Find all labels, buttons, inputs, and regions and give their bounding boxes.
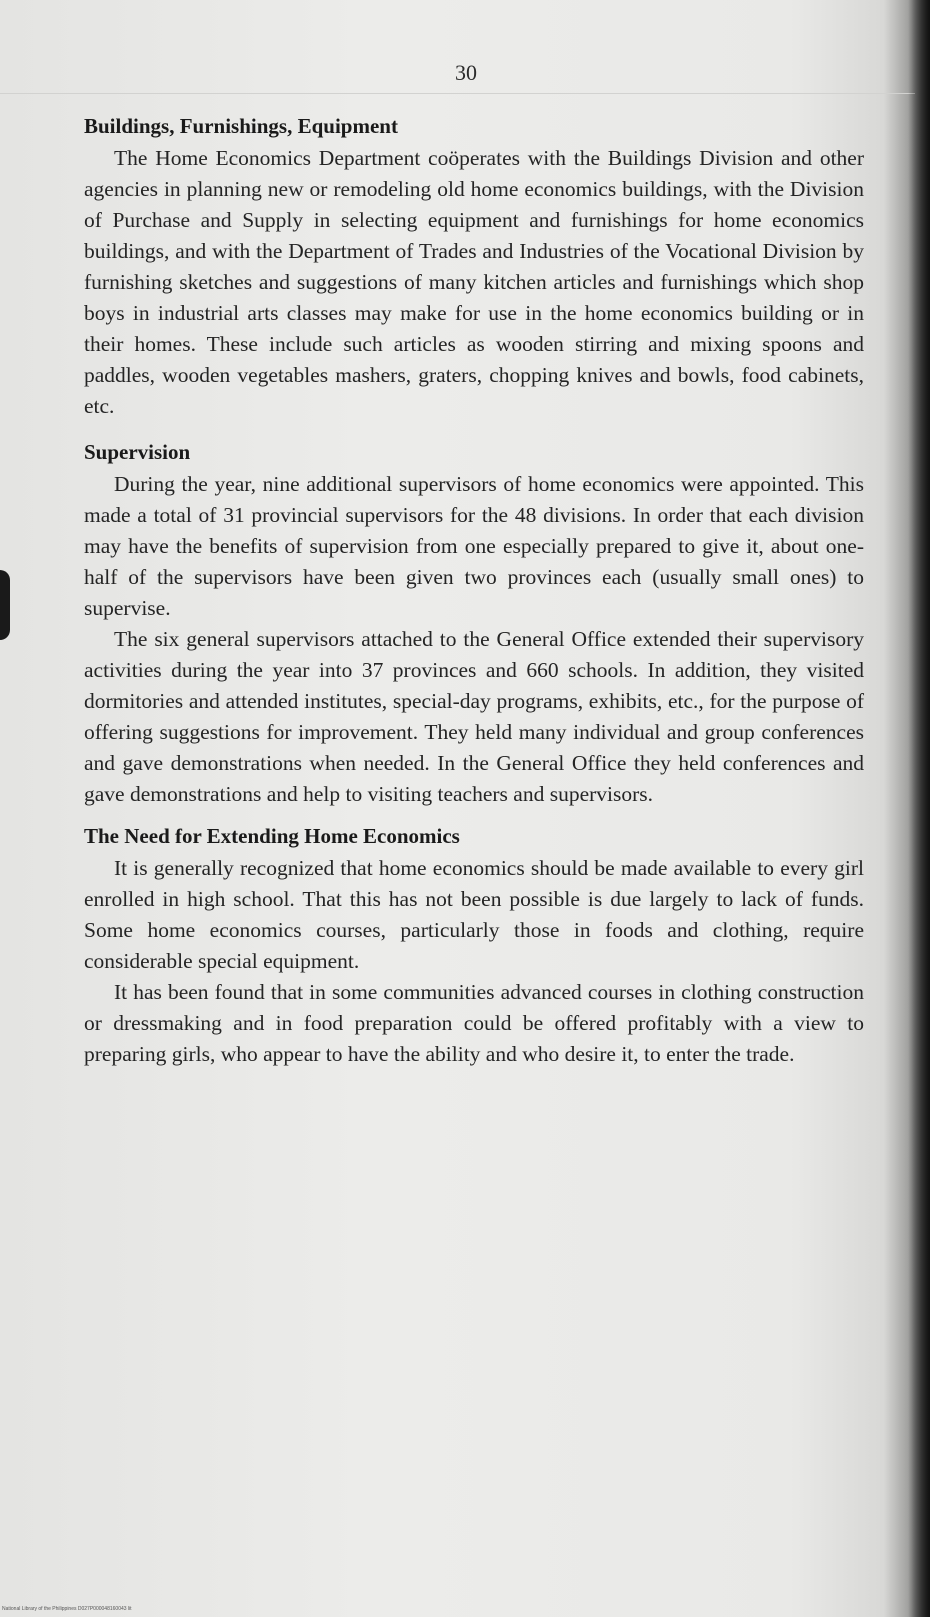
section-need-extending	[84, 824, 864, 1070]
section-heading: Supervision	[84, 440, 191, 464]
page-number: 30	[455, 60, 477, 85]
paragraph: The Home Economics Department coöperates with the Buildings Division and other agencies in planning new or remodeling old home economics buildings, with the Division of Purchase and Supply in selecting equipment and furnishings for home economics buildings, and with the Department of Trades and Industries of the Vocational Division by furnishing sketches and suggestions of many kitchen articles and furnishings which shop boys in industrial arts classes may make for use in the home economics building or in their homes. These include such articles as wooden stirring and mixing spoons and paddles, wooden vegetables mashers, graters, chopping knives and bowls, food cabinets, etc.	[84, 146, 864, 418]
section-buildings	[84, 114, 864, 422]
paragraph: The six general supervisors attached to the General Office extended their supervisory activities during the year into 37 provinces and 660 schools. In addition, they visited dormitories and attended institutes, special-day programs, exhibits, etc., for the purpose of offering suggestions for improvement. They held many individual and group conferences and gave demonstrations when needed. In the General Office they held conferences and gave demonstrations and help to visiting teachers and supervisors.	[84, 627, 864, 806]
section-supervision	[84, 440, 864, 810]
paragraph: It is generally recognized that home economics should be made available to every girl enrolled in high school. That this has not been possible is due largely to lack of funds. Some home economics courses, particularly those in foods and clothing, require considerable special equipment.	[84, 856, 864, 973]
binding-mark	[0, 570, 10, 640]
page-edge-shadow	[908, 0, 930, 1617]
paragraph: It has been found that in some communities advanced courses in clothing construction or dressmaking and in food preparation could be offered profitably with a view to preparing girls, who appear to have the ability and who desire it, to enter the trade.	[84, 980, 864, 1066]
page-top-rule	[0, 93, 915, 94]
library-credit: National Library of the Philippines D027P000048160043 lit	[2, 1606, 132, 1612]
paragraph: During the year, nine additional supervisors of home economics were appointed. This made a total of 31 provincial supervisors for the 48 divisions. In order that each division may have the benefits of supervision from one especially prepared to give it, about one-half of the supervisors have been given two provinces each (usually small ones) to supervise.	[84, 472, 864, 620]
section-heading: The Need for Extending Home Economics	[84, 824, 460, 848]
page-content	[84, 114, 864, 1070]
section-heading: Buildings, Furnishings, Equipment	[84, 114, 398, 138]
